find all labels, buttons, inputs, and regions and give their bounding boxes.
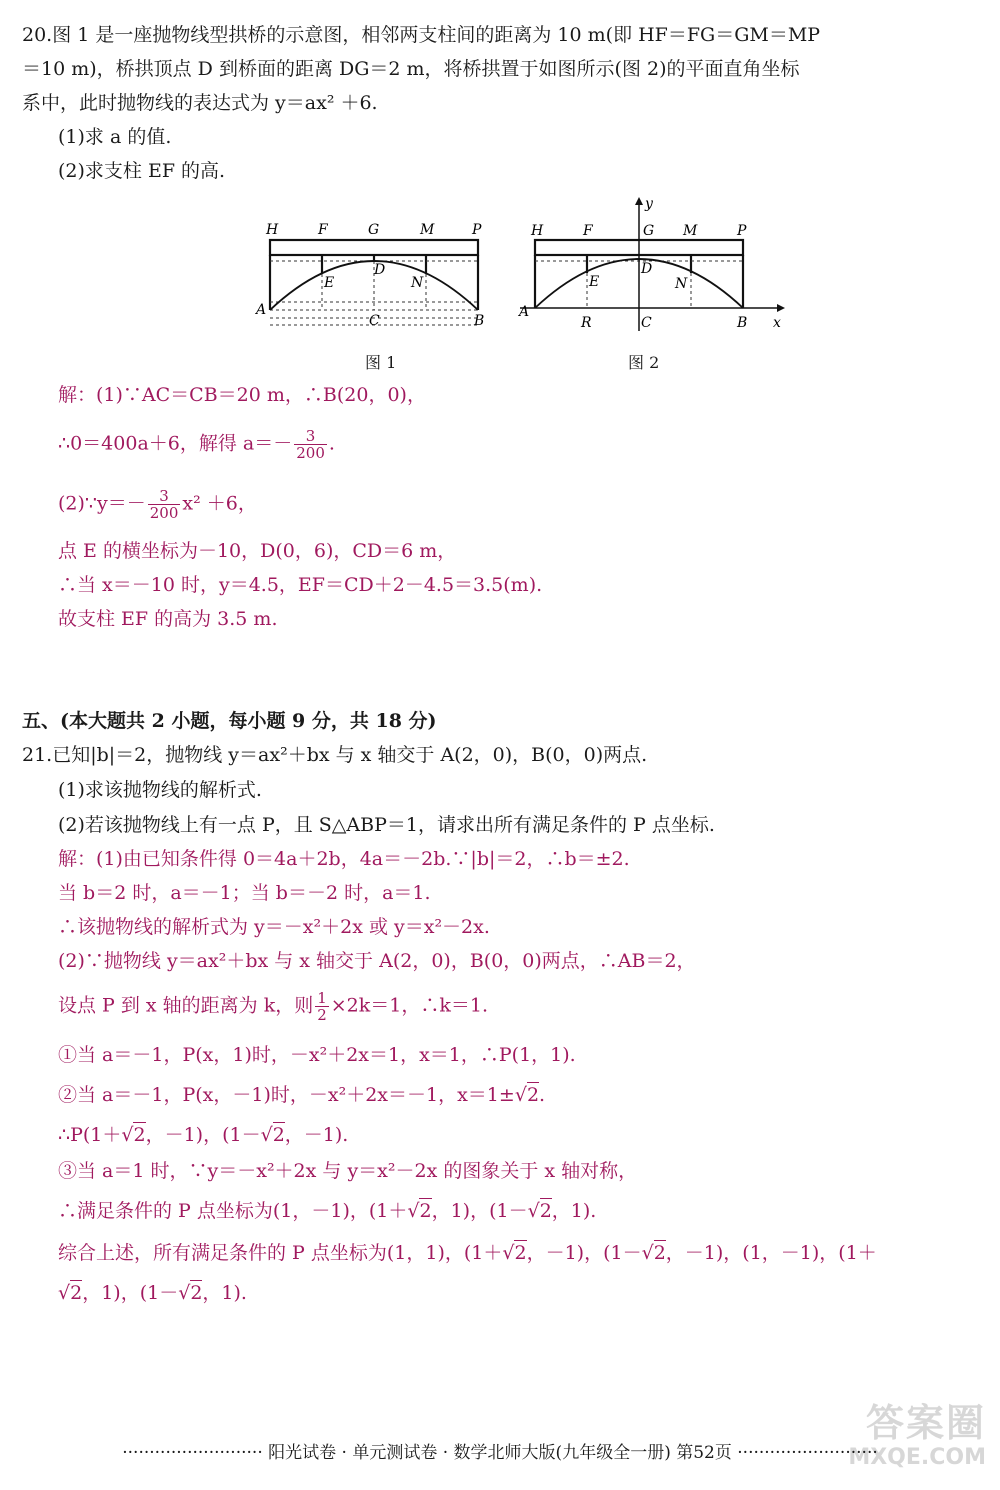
fig2-label-y: y [645, 196, 653, 212]
fraction: $\frac{3}{200}$ [149, 487, 179, 522]
fig2-label-h: H [531, 223, 544, 239]
page-footer: ·························· 阳光试卷 · 单元测试卷 · 数学北师大版(九年级全一册) 第52页 ·························· [122, 1443, 878, 1463]
q21-answer-12: √2，1)，(1－√2，1). [58, 1282, 247, 1304]
fig1-label-m: M [420, 222, 435, 238]
q20-answer-3: (2)∵y＝－ $\frac{3}{200}$ x² ＋6， [58, 487, 257, 522]
q20-answer-6: 故支柱 EF 的高为 3.5 m. [58, 608, 278, 630]
q20-answer-4: 点 E 的横坐标为－10，D(0，6)，CD＝6 m， [58, 540, 457, 562]
figure-2-caption: 图 2 [628, 353, 660, 372]
fig1-label-p: P [472, 222, 482, 238]
fig2-label-d: D [641, 261, 653, 277]
fraction: $\frac{3}{200}$ [296, 427, 325, 462]
fig2-label-x: x [773, 315, 781, 331]
q21-answer-3: ∴该抛物线的解析式为 y＝－x²＋2x 或 y＝x²－2x. [58, 916, 490, 938]
q20-answer-5: ∴当 x＝－10 时，y＝4.5，EF＝CD＋2－4.5＝3.5(m). [58, 574, 543, 596]
fig2-label-a: A [519, 304, 530, 320]
fig1-label-n: N [411, 275, 424, 291]
figure-1-bridge-diagram [250, 215, 500, 340]
section-5-heading: 五、(本大题共 2 小题，每小题 9 分，共 18 分) [22, 710, 437, 732]
q20-answer-2: ∴0＝400a＋6，解得 a＝－ $\frac{3}{200}$ . [58, 427, 335, 462]
fig2-label-p: P [737, 223, 747, 239]
fig1-label-g: G [368, 222, 380, 238]
q20-line-2: ＝10 m)，桥拱顶点 D 到桥面的距离 DG＝2 m，将桥拱置于如图所示(图 2)的平面直角坐标 [22, 58, 800, 80]
fig2-label-n: N [675, 276, 688, 292]
fig2-label-e: E [589, 274, 600, 290]
fig1-label-f: F [318, 222, 328, 238]
fig2-label-b: B [737, 315, 748, 331]
watermark-logo: 答案圈 [865, 1401, 986, 1445]
q20-line-1: 20.图 1 是一座抛物线型拱桥的示意图，相邻两支柱间的距离为 10 m(即 HF＝FG＝GM＝MP [22, 24, 821, 46]
fig2-label-r: R [581, 315, 592, 331]
fig1-label-c: C [369, 313, 380, 329]
fig1-label-a: A [256, 302, 267, 318]
q21-answer-10: ∴满足条件的 P 点坐标为(1，－1)，(1＋√2，1)，(1－√2，1). [58, 1200, 597, 1222]
q21-answer-4: (2)∵抛物线 y＝ax²＋bx 与 x 轴交于 A(2，0)，B(0，0)两点，∴AB＝2， [58, 950, 696, 972]
q21-part-1: (1)求该抛物线的解析式. [58, 779, 262, 801]
q21-answer-11: 综合上述，所有满足条件的 P 点坐标为(1，1)，(1＋√2，－1)，(1－√2，－1)，(1，－1)，(1＋ [58, 1242, 877, 1264]
q21-answer-5: 设点 P 到 x 轴的距离为 k，则 $\frac{1}{2}$ ×2k＝1，∴k＝1. [58, 989, 489, 1024]
fig2-label-g: G [643, 223, 655, 239]
q21-part-2: (2)若该抛物线上有一点 P，且 S△ABP＝1，请求出所有满足条件的 P 点坐标. [58, 814, 715, 836]
fig2-label-m: M [683, 223, 698, 239]
q20-part-2: (2)求支柱 EF 的高. [58, 160, 226, 182]
watermark-url: MXQE.COM [848, 1445, 986, 1470]
q21-answer-9: ③当 a＝1 时，∵y＝－x²＋2x 与 y＝x²－2x 的图象关于 x 轴对称， [58, 1160, 638, 1182]
fig1-label-d: D [374, 262, 386, 278]
figure-1-caption: 图 1 [365, 353, 397, 372]
fig2-label-f: F [583, 223, 593, 239]
q21-answer-7: ②当 a＝－1，P(x，－1)时，－x²＋2x＝－1，x＝1±√2. [58, 1084, 546, 1106]
q21-answer-2: 当 b＝2 时，a＝－1；当 b＝－2 时，a＝1. [58, 882, 431, 904]
figure-2-coordinate-diagram [515, 193, 790, 338]
q21-answer-1: 解：(1)由已知条件得 0＝4a＋2b，4a＝－2b.∵|b|＝2，∴b＝±2. [58, 848, 630, 870]
q21-answer-8: ∴P(1＋√2，－1)，(1－√2，－1). [58, 1124, 349, 1146]
fig1-label-b: B [474, 313, 485, 329]
fig1-label-e: E [324, 275, 335, 291]
q20-part-1: (1)求 a 的值. [58, 126, 172, 148]
fig1-label-h: H [266, 222, 279, 238]
fraction: $\frac{1}{2}$ [317, 989, 327, 1024]
q20-answer-1: 解：(1)∵AC＝CB＝20 m，∴B(20，0)， [58, 384, 426, 406]
q21-answer-6: ①当 a＝－1，P(x，1)时，－x²＋2x＝1，x＝1，∴P(1，1). [58, 1044, 576, 1066]
q20-line-3: 系中，此时抛物线的表达式为 y＝ax² ＋6. [22, 92, 378, 114]
q21-line-1: 21.已知|b|＝2，抛物线 y＝ax²＋bx 与 x 轴交于 A(2，0)，B(0，0)两点. [22, 744, 648, 766]
fig2-label-c: C [641, 315, 652, 331]
